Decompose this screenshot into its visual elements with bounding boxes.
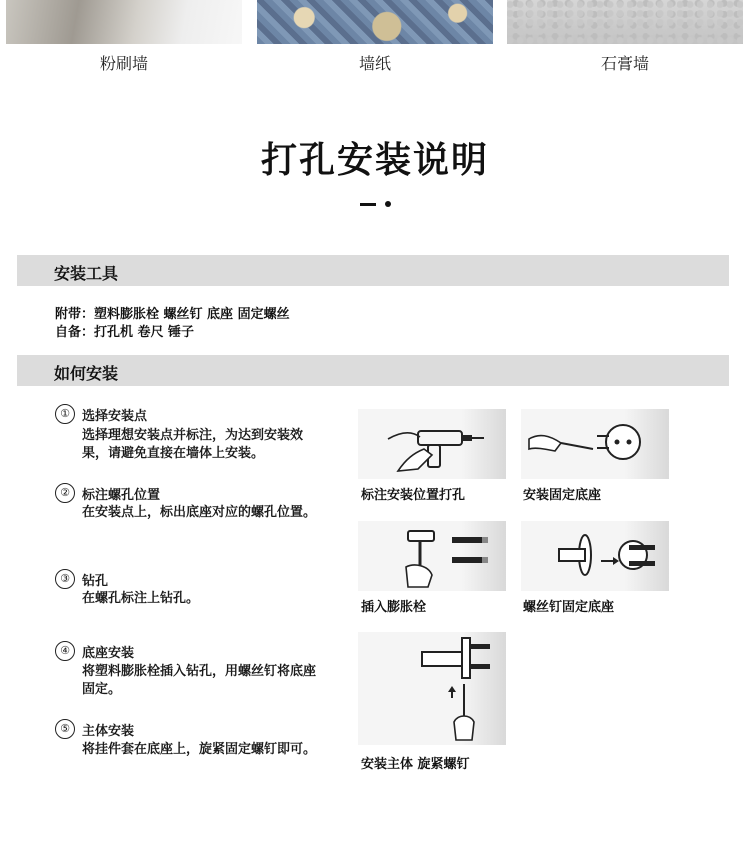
hammer-anchor-illustration xyxy=(358,521,506,591)
step-description: 在安装点上，标出底座对应的螺孔位置。 xyxy=(82,505,317,520)
drill-illustration xyxy=(358,409,506,479)
step-title: 钻孔 xyxy=(82,574,109,589)
page-title: 打孔安装说明 xyxy=(260,140,489,181)
illustration-caption: 安装固定底座 xyxy=(523,488,602,503)
step-description: 选择理想安装点并标注，为达到安装效果，请避免直接在墙体上安装。 xyxy=(82,428,304,461)
illustration-caption: 标注安装位置打孔 xyxy=(361,488,466,503)
self-prepare-tools-text: 自备：打孔机 卷尺 锤子 xyxy=(55,325,195,340)
step-number: ② xyxy=(55,483,75,503)
illustration-caption: 螺丝钉固定底座 xyxy=(523,600,615,615)
step-title: 选择安装点 xyxy=(82,409,148,424)
section-bar-tools xyxy=(17,255,729,286)
step-number: ① xyxy=(55,404,75,424)
section-bar-howto xyxy=(17,355,729,386)
step-description: 将塑料膨胀栓插入钻孔，用螺丝钉将底座固定。 xyxy=(82,664,317,697)
wall-type-label: 石膏墙 xyxy=(600,54,649,73)
step-number: ③ xyxy=(55,569,75,589)
section-heading: 安装工具 xyxy=(54,264,119,283)
step-number: ④ xyxy=(55,641,75,661)
mount-body-illustration xyxy=(358,632,506,745)
wall-type-label: 粉刷墙 xyxy=(99,54,148,73)
gypsum-wall-swatch xyxy=(507,0,743,44)
wallpaper-wall-swatch xyxy=(257,0,493,44)
wall-type-label: 墙纸 xyxy=(358,54,391,73)
step-number: ⑤ xyxy=(55,719,75,739)
step-title: 底座安装 xyxy=(82,646,135,661)
included-tools-text: 附带：塑料膨胀栓 螺丝钉 底座 固定螺丝 xyxy=(55,307,290,322)
step-title: 主体安装 xyxy=(82,724,135,739)
illustration-caption: 安装主体 旋紧螺钉 xyxy=(361,757,470,772)
illustration-caption: 插入膨胀栓 xyxy=(361,600,427,615)
screwdriver-base-illustration xyxy=(521,409,669,479)
step-description: 在螺孔标注上钻孔。 xyxy=(82,591,200,606)
title-dot-mark xyxy=(385,201,391,207)
title-dash-mark xyxy=(360,203,376,206)
step-title: 标注螺孔位置 xyxy=(82,488,161,503)
step-description: 将挂件套在底座上，旋紧固定螺钉即可。 xyxy=(82,742,317,757)
screw-base-illustration xyxy=(521,521,669,591)
plaster-wall-swatch xyxy=(6,0,242,44)
section-heading: 如何安装 xyxy=(54,364,119,383)
